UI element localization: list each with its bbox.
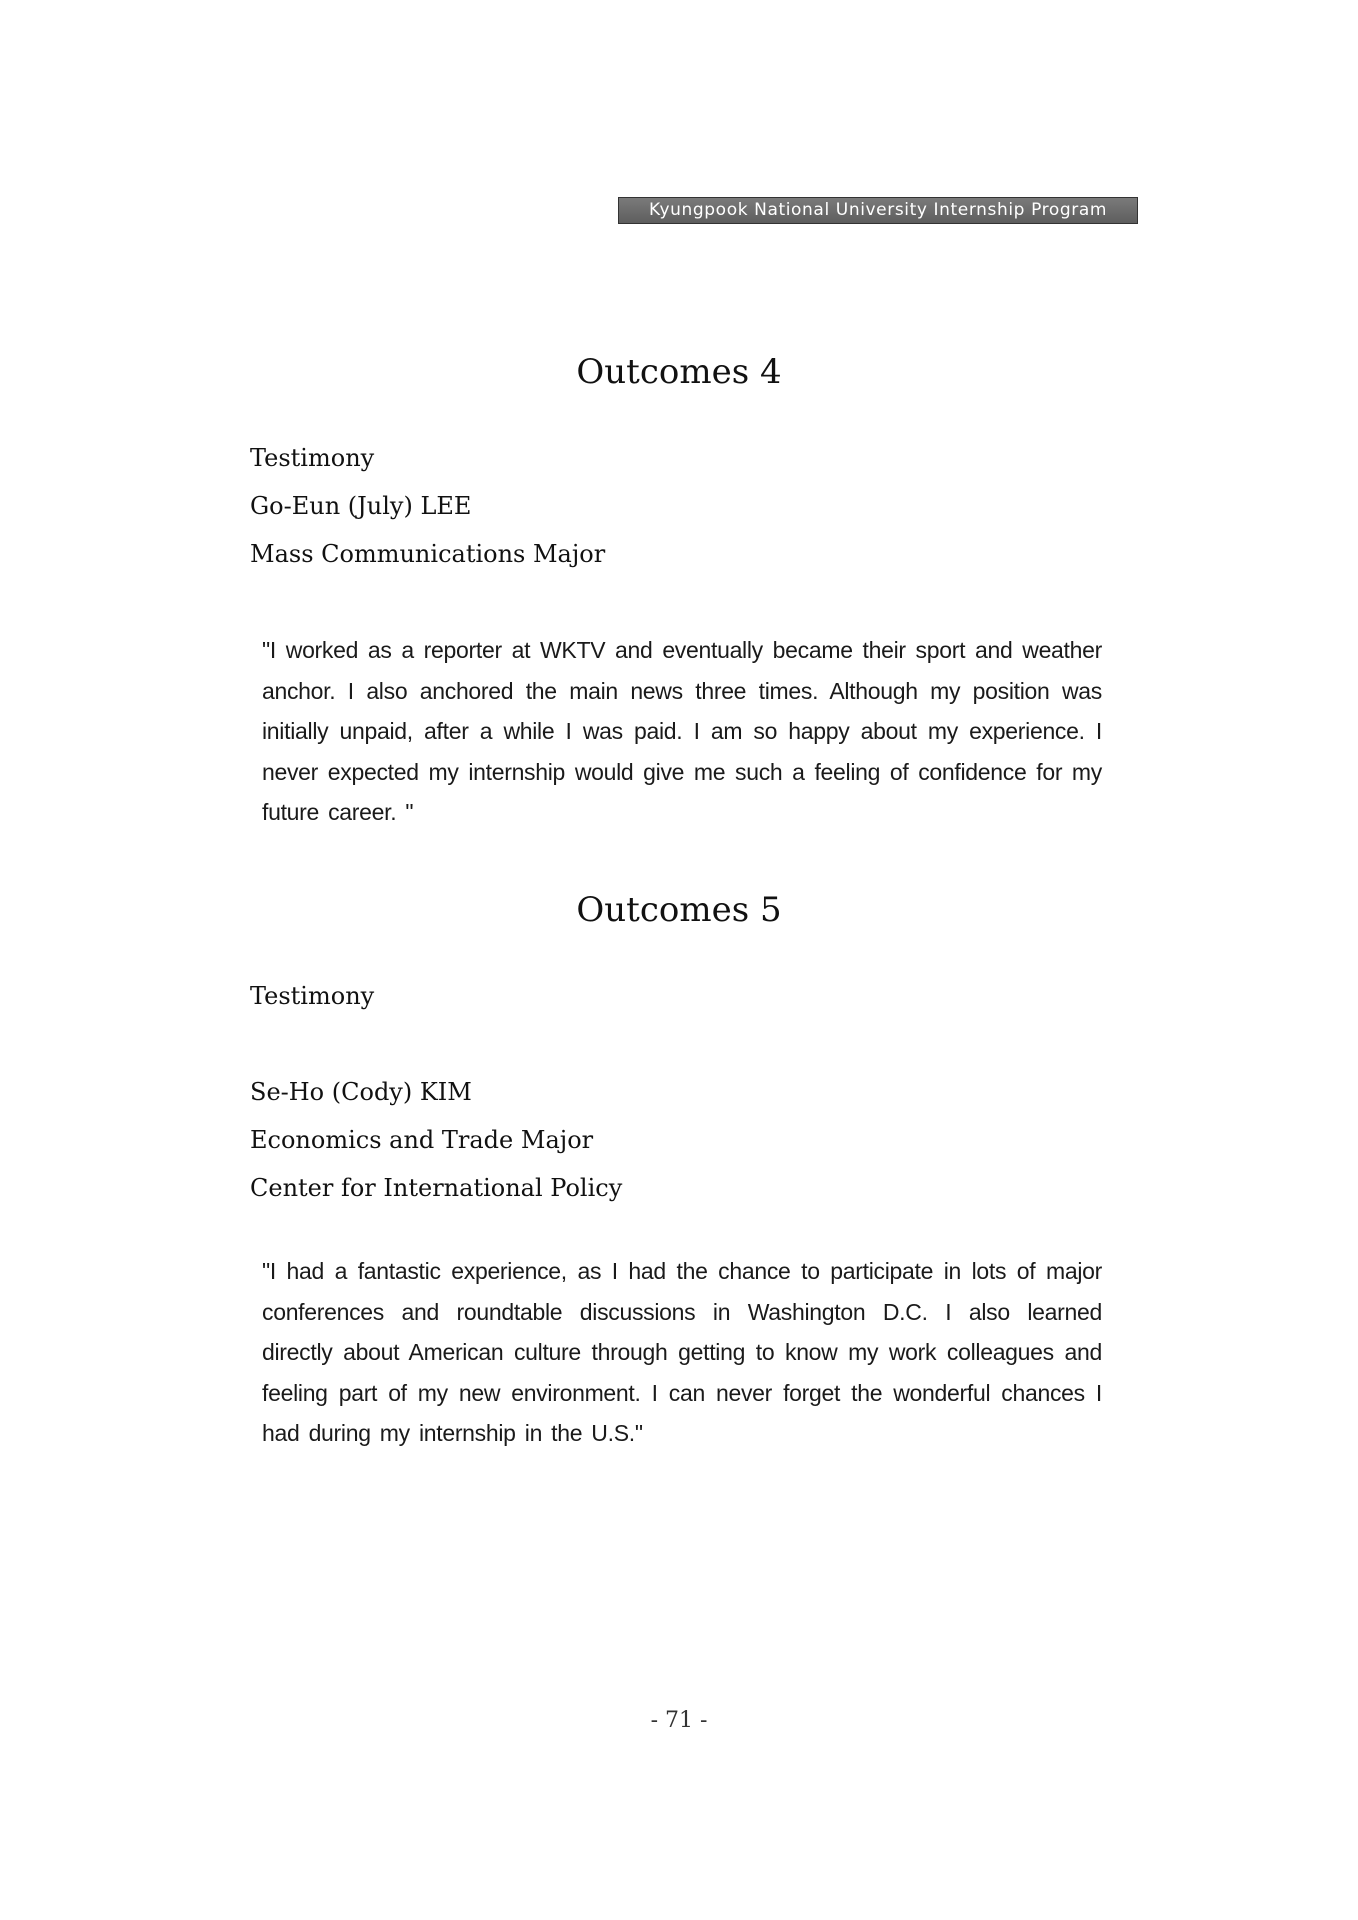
header-banner: Kyungpook National University Internship Program (618, 197, 1138, 224)
outcome5-title: Outcomes 5 (576, 890, 782, 930)
outcome4-major: Mass Communications Major (250, 540, 606, 568)
outcome4-name: Go-Eun (July) LEE (250, 492, 472, 520)
outcome5-organization: Center for International Policy (250, 1174, 623, 1202)
outcome5-label: Testimony (250, 982, 375, 1010)
outcome5-quote: "I had a fantastic experience, as I had the chance to participate in lots of major conferences and roundtable discussions in Washington D.C. I also learned directly about American culture through getting to know my work colleagues and feeling part of my new environment. I can never forget the wonderful chances I had during my internship in the U.S." (262, 1258, 1102, 1446)
outcome5-major: Economics and Trade Major (250, 1126, 594, 1154)
outcome5-name: Se-Ho (Cody) KIM (250, 1078, 472, 1106)
outcome4-label: Testimony (250, 444, 375, 472)
outcome4-title: Outcomes 4 (576, 352, 782, 392)
page-number: - 71 - (650, 1708, 708, 1733)
outcome4-quote: "I worked as a reporter at WKTV and eventually became their sport and weather anchor. I also anchored the main news three times. Although my position was initially unpaid, after a while I was paid. I am so happy about my experience. I never expected my internship would give me such a feeling of confidence for my future career. " (262, 637, 1102, 825)
